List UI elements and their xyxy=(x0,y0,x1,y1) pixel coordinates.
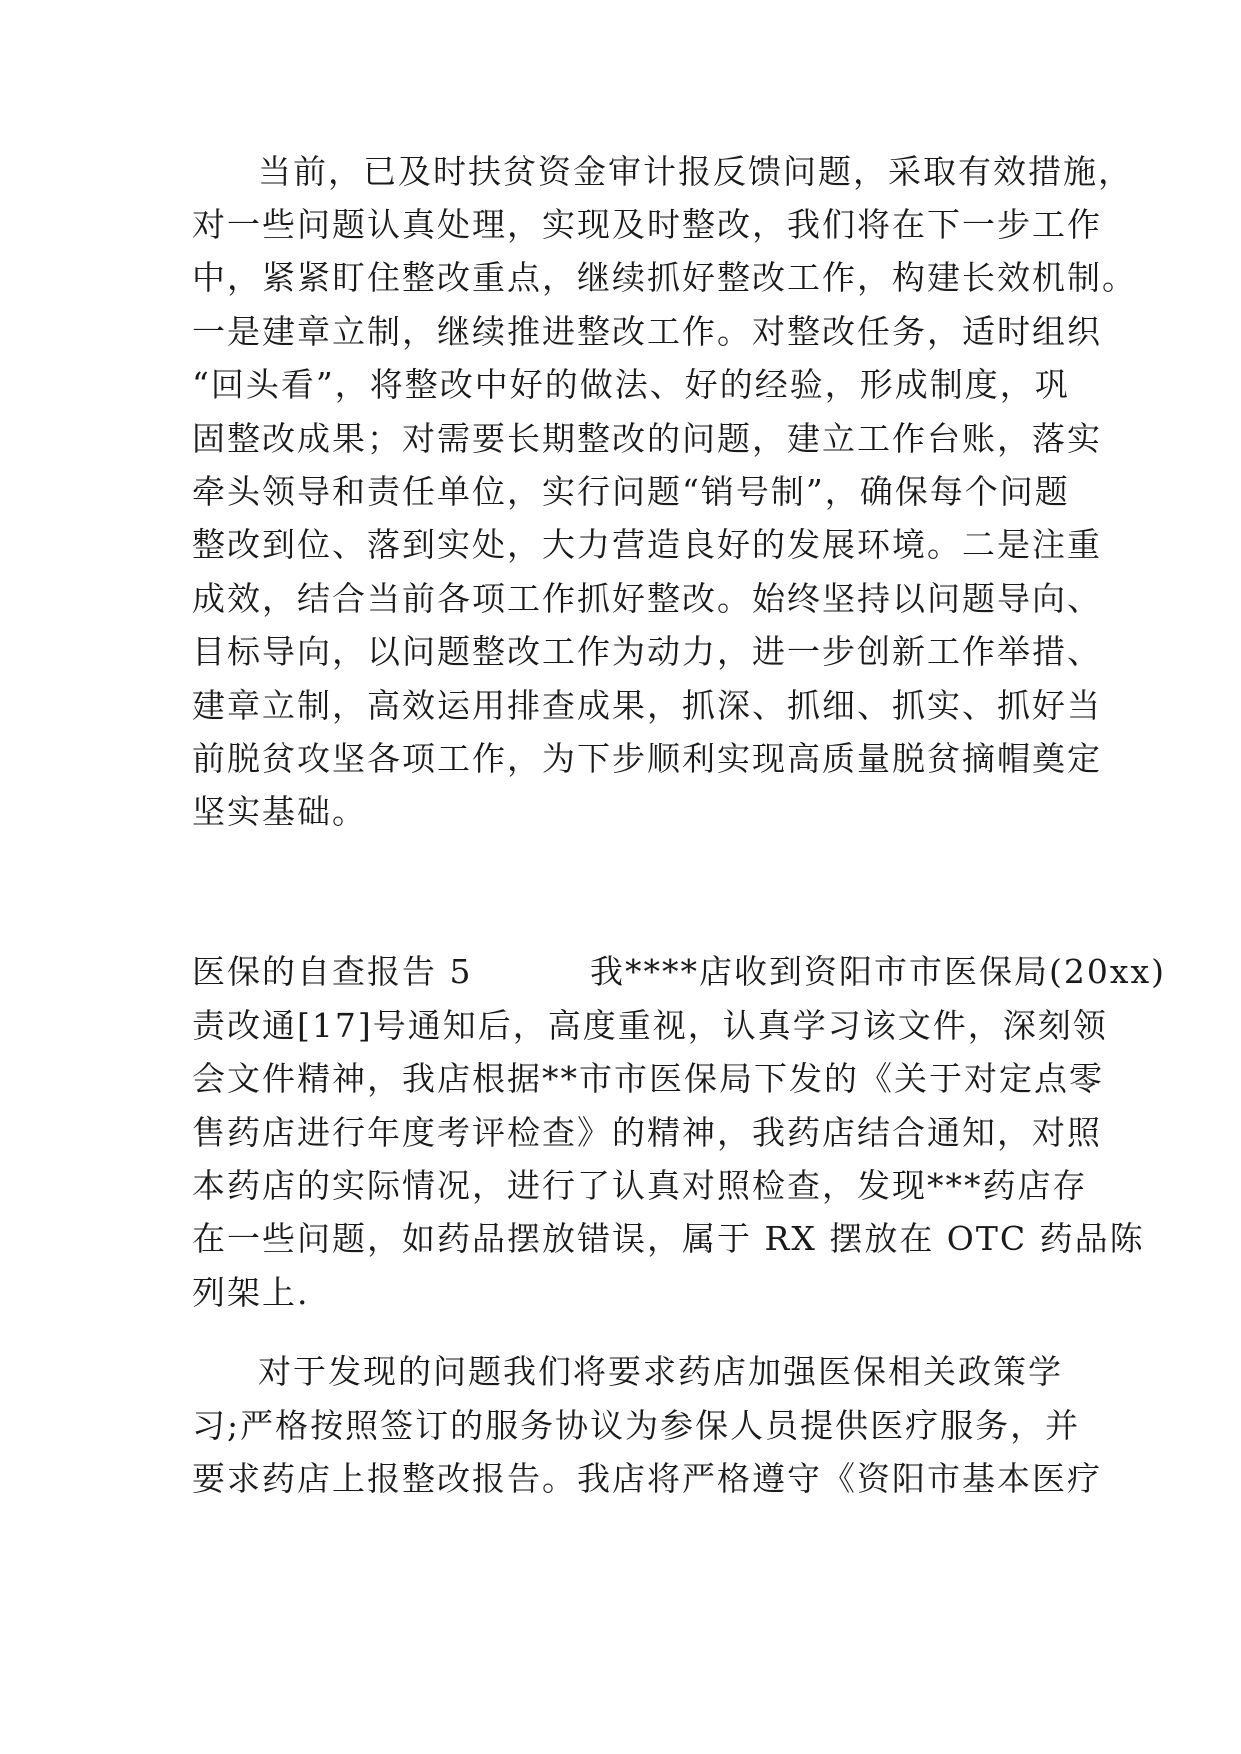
text-line: 成效，结合当前各项工作抓好整改。始终坚持以问题导向、 xyxy=(192,579,1102,618)
text-line: 建章立制，高效运用排查成果，抓深、抓细、抓实、抓好当 xyxy=(192,686,1102,725)
text-line: 售药店进行年度考评检查》的精神，我药店结合通知，对照 xyxy=(192,1113,1102,1152)
text-line: 习;严格按照签订的服务协议为参保人员提供医疗服务，并 xyxy=(192,1406,1081,1445)
text-line: 在一些问题，如药品摆放错误，属于 RX 摆放在 OTC 药品陈 xyxy=(192,1219,1145,1258)
text-line: 本药店的实际情况，进行了认真对照检查，发现***药店存 xyxy=(192,1166,1088,1205)
text-line: “回头看”，将整改中好的做法、好的经验，形成制度，巩 xyxy=(192,365,1070,404)
text-line: 当前，已及时扶贫资金审计报反馈问题，采取有效措施， xyxy=(258,152,1133,191)
text-line: 中，紧紧盯住整改重点，继续抓好整改工作，构建长效机制。 xyxy=(192,258,1137,297)
text-line: 牵头领导和责任单位，实行问题“销号制”，确保每个问题 xyxy=(192,472,1070,511)
text-line: 坚实基础。 xyxy=(192,792,367,831)
text-line: 固整改成果；对需要长期整改的问题，建立工作台账，落实 xyxy=(192,419,1102,458)
text-line: 责改通[17]号通知后，高度重视，认真学习该文件，深刻领 xyxy=(192,1006,1108,1045)
text-line: 一是建章立制，继续推进整改工作。对整改任务，适时组织 xyxy=(192,312,1102,351)
text-line: 对一些问题认真处理，实现及时整改，我们将在下一步工作 xyxy=(192,205,1102,244)
text-line: 医保的自查报告 5 我****店收到资阳市市医保局(20xx) xyxy=(192,952,1166,991)
text-line: 会文件精神，我店根据**市市医保局下发的《关于对定点零 xyxy=(192,1059,1104,1098)
text-line: 整改到位、落到实处，大力营造良好的发展环境。二是注重 xyxy=(192,525,1102,564)
text-line: 对于发现的问题我们将要求药店加强医保相关政策学 xyxy=(258,1352,1063,1391)
text-line: 要求药店上报整改报告。我店将严格遵守《资阳市基本医疗 xyxy=(192,1459,1102,1498)
text-line: 目标导向，以问题整改工作为动力，进一步创新工作举措、 xyxy=(192,632,1102,671)
text-line: 列架上. xyxy=(192,1273,310,1312)
text-line: 前脱贫攻坚各项工作，为下步顺利实现高质量脱贫摘帽奠定 xyxy=(192,739,1102,778)
